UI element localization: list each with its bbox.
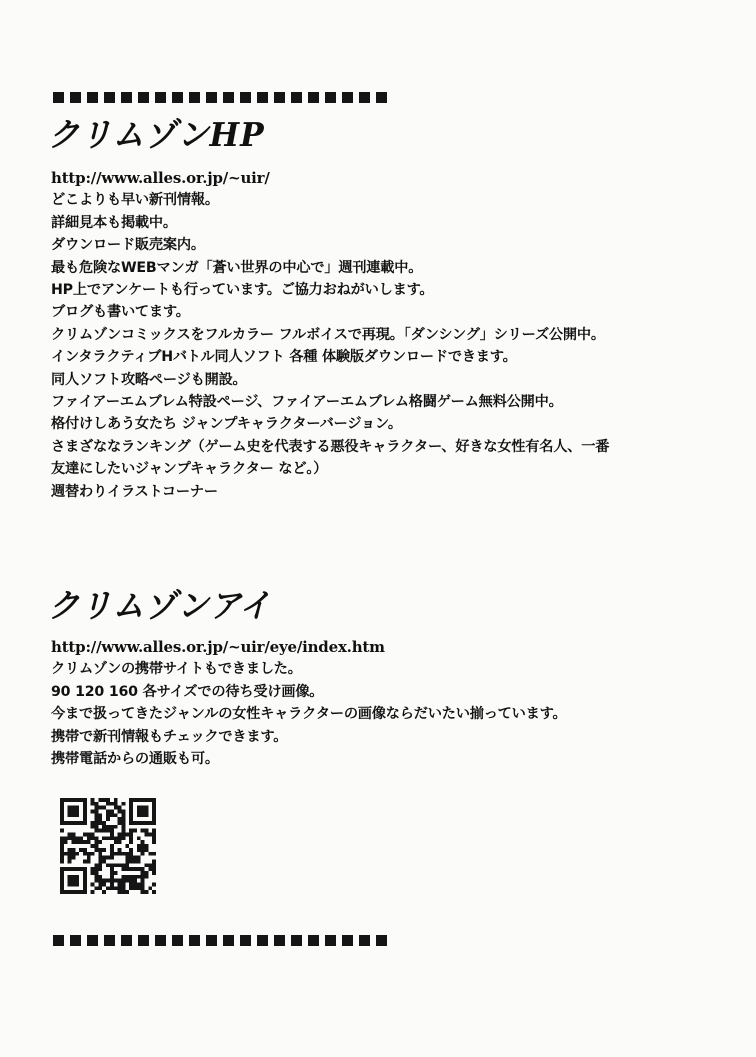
top-dotted-rule bbox=[53, 92, 387, 103]
info-line: ブログも書いてます。 bbox=[51, 304, 190, 321]
info-line: 格付けしあう女たち ジャンプキャラクターバージョン。 bbox=[51, 416, 402, 433]
info-line: 週替わりイラストコーナー bbox=[51, 483, 218, 500]
info-line: さまざななランキング（ゲーム史を代表する悪役キャラクター、好きな女性有名人、一番 bbox=[51, 438, 610, 455]
site-url[interactable]: http://www.alles.or.jp/~uir/eye/index.htm bbox=[51, 638, 385, 656]
section-crimson-hp bbox=[48, 115, 609, 503]
section-title: クリムゾンHP bbox=[48, 115, 265, 154]
info-line: 同人ソフト攻略ページも開設。 bbox=[51, 371, 247, 388]
info-line: ダウンロード販売案内。 bbox=[51, 237, 205, 254]
info-line: インタラクティブHバトル同人ソフト 各種 体験版ダウンロードできます。 bbox=[51, 349, 517, 366]
info-line: HP上でアンケートも行っています。ご協力おねがいします。 bbox=[51, 282, 434, 299]
info-line: 90 120 160 各サイズでの待ち受け画像。 bbox=[51, 683, 324, 700]
site-url[interactable]: http://www.alles.or.jp/~uir/ bbox=[51, 169, 270, 187]
section-crimson-eye bbox=[48, 586, 566, 770]
bottom-dotted-rule bbox=[53, 935, 387, 946]
info-line: ファイアーエムブレム特設ページ、ファイアーエムブレム格闘ゲーム無料公開中。 bbox=[51, 394, 563, 411]
section-title: クリムゾンアイ bbox=[48, 586, 272, 625]
info-line: 今まで扱ってきたジャンルの女性キャラクターの画像ならだいたい揃っています。 bbox=[51, 706, 567, 723]
info-line: 友達にしたいジャンプキャラクター など。） bbox=[51, 461, 328, 478]
info-line: 携帯電話からの通販も可。 bbox=[51, 751, 219, 768]
info-line: 最も危険なWEBマンガ「蒼い世界の中心で」週刊連載中。 bbox=[51, 259, 423, 276]
info-line: クリムゾンコミックスをフルカラー フルボイスで再現。「ダンシング」シリーズ公開中。 bbox=[51, 326, 605, 343]
info-line: 携帯で新刊情報もチェックできます。 bbox=[51, 728, 288, 745]
info-line: クリムゾンの携帯サイトもできました。 bbox=[51, 661, 302, 678]
qr-code-icon bbox=[58, 798, 158, 894]
info-line: 詳細見本も掲載中。 bbox=[51, 214, 177, 231]
info-line: どこよりも早い新刊情報。 bbox=[51, 192, 219, 209]
